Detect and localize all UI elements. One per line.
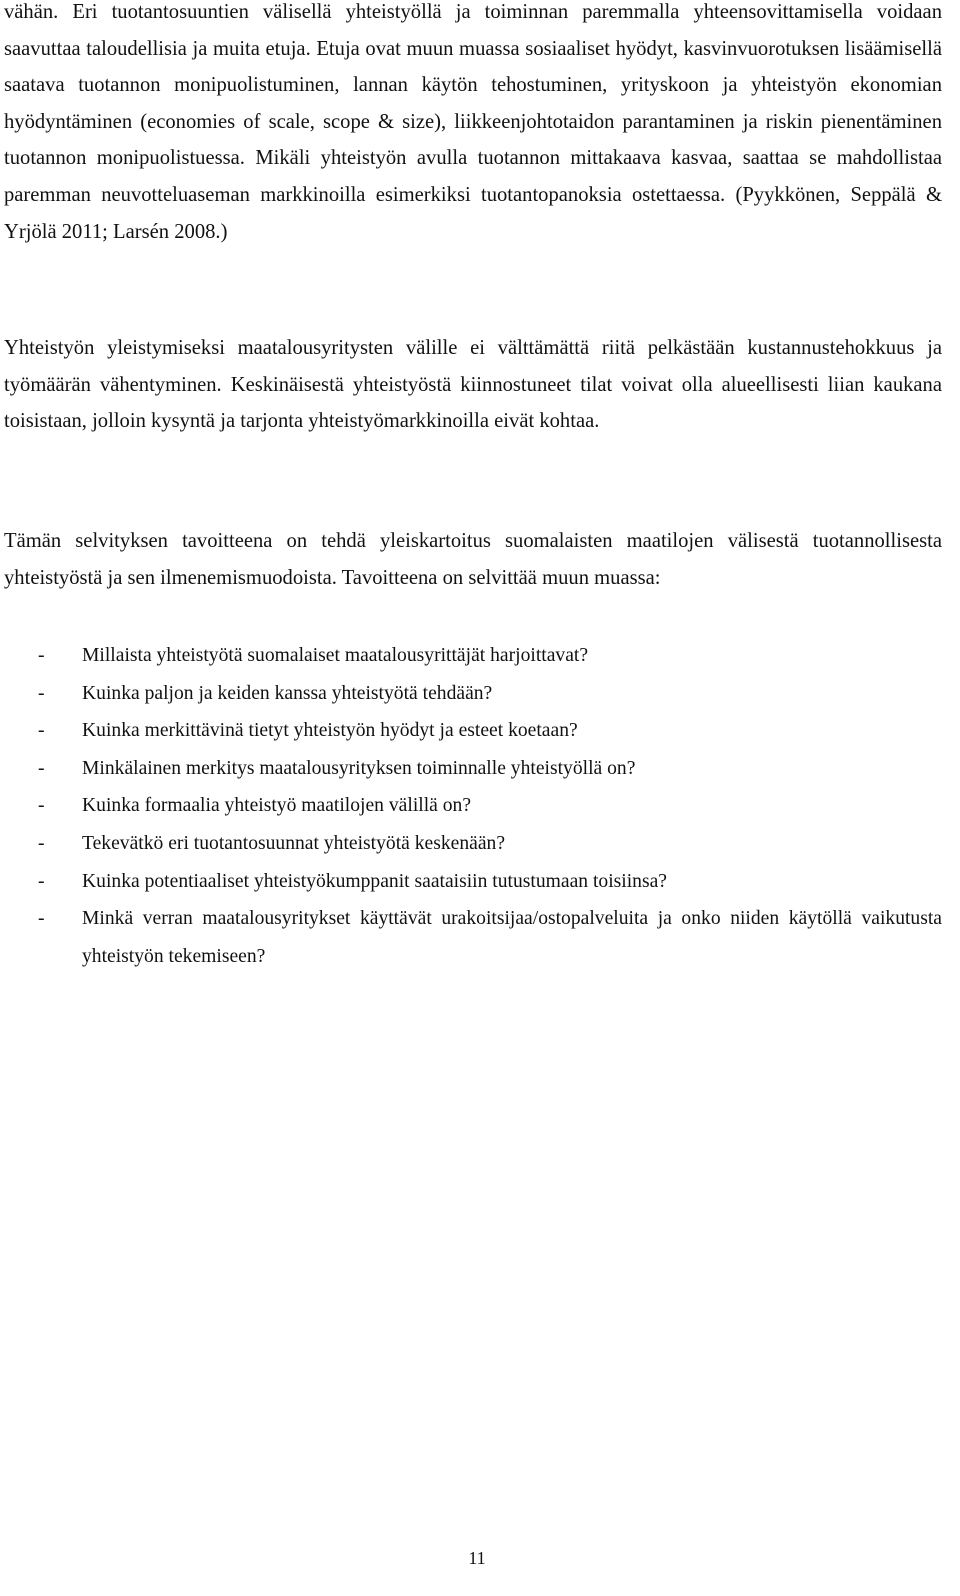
list-item bbox=[4, 900, 942, 975]
list-item bbox=[4, 637, 942, 675]
list-item bbox=[4, 825, 942, 863]
list-dash: - bbox=[38, 795, 45, 817]
research-questions-list bbox=[4, 637, 942, 975]
body-paragraph-objective: Tämän selvityksen tavoitteena on tehdä yleiskartoitus suomalaisten maatilojen välisestä tuotannollisesta yhteistyöstä ja sen ilmenemismuodoista. Tavoitteena on selvittää muun muassa: bbox=[4, 530, 942, 589]
body-paragraph-obstacles: Yhteistyön yleistymiseksi maatalousyritysten välille ei välttämättä riitä pelkästään kustannustehokkuus ja työmäärän vähentyminen. Keskinäisestä yhteistyöstä kiinnostuneet tilat voivat olla alueellisesti liian kaukana toisistaan, jolloin kysyntä ja tarjonta yhteistyömarkkinoilla eivät kohtaa. bbox=[4, 337, 942, 433]
list-item-text: Tekevätkö eri tuotantosuunnat yhteistyötä keskenään? bbox=[82, 832, 506, 854]
list-item-text: Kuinka potentiaaliset yhteistyökumppanit saataisiin tutustumaan toisiinsa? bbox=[82, 870, 667, 892]
list-item bbox=[4, 787, 942, 825]
list-item bbox=[4, 712, 942, 750]
page-number: 11 bbox=[468, 1548, 486, 1568]
list-item bbox=[4, 750, 942, 788]
list-dash: - bbox=[38, 757, 45, 779]
list-dash: - bbox=[38, 908, 45, 930]
list-item-text: Kuinka paljon ja keiden kanssa yhteistyötä tehdään? bbox=[82, 682, 493, 704]
list-dash: - bbox=[38, 682, 45, 704]
list-item-text: Minkä verran maatalousyritykset käyttävät urakoitsijaa/ostopalveluita ja onko niiden käytöllä vaikutusta yhteistyön tekemiseen? bbox=[82, 908, 942, 967]
list-item-text: Minkälainen merkitys maatalousyrityksen toiminnalle yhteistyöllä on? bbox=[82, 757, 636, 779]
list-item-text: Kuinka formaalia yhteistyö maatilojen välillä on? bbox=[82, 795, 472, 817]
list-item-text: Kuinka merkittävinä tietyt yhteistyön hyödyt ja esteet koetaan? bbox=[82, 720, 578, 742]
list-item bbox=[4, 675, 942, 713]
list-dash: - bbox=[38, 832, 45, 854]
list-dash: - bbox=[38, 645, 45, 666]
list-dash: - bbox=[38, 870, 45, 892]
list-item-text: Millaista yhteistyötä suomalaiset maatalousyrittäjät harjoittavat? bbox=[82, 645, 589, 666]
list-item bbox=[4, 863, 942, 901]
body-paragraph-benefits: vähän. Eri tuotantosuuntien välisellä yhteistyöllä ja toiminnan paremmalla yhteensovittamisella voidaan saavuttaa taloudellisia ja muita etuja. Etuja ovat muun muassa sosiaaliset hyödyt, kasvinvuorotuksen lisäämisellä saatava tuotannon monipuolistuminen, lannan käytön tehostuminen, yrityskoon ja yhteistyön ekonomian hyödyntäminen (economies of scale, scope & size), liikkeenjohtotaidon parantaminen ja riskin pienentäminen tuotannon monipuolistuessa. Mikäli yhteistyön avulla tuotannon mittakaava kasvaa, saattaa se mahdollistaa paremman neuvotteluaseman markkinoilla esimerkiksi tuotantopanoksia ostettaessa. (Pyykkönen, Seppälä & Yrjölä 2011; Larsén 2008.) bbox=[4, 1, 942, 243]
list-dash: - bbox=[38, 720, 45, 742]
